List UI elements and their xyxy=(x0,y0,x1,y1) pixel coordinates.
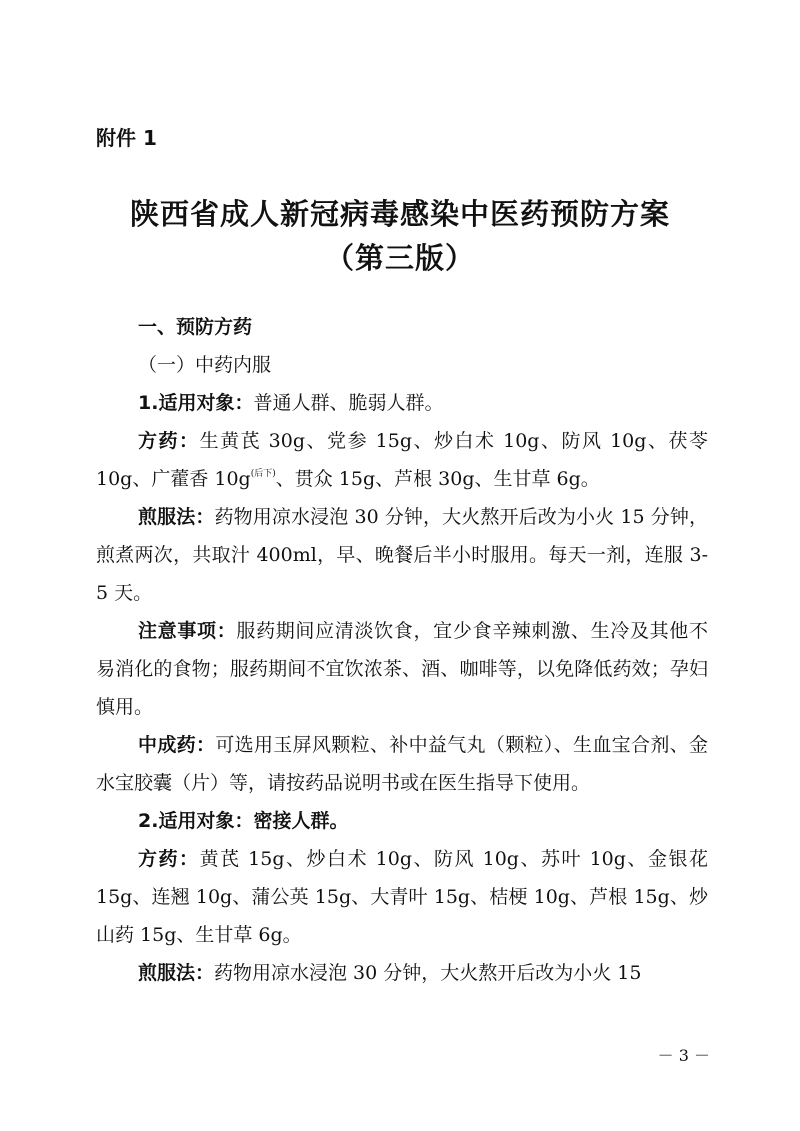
text-recipe-1a: 生黄芪 30g、党参 15g、炒白术 10g、防风 10g、茯苓 10g、广藿香 10g xyxy=(96,430,708,490)
label-target-1: 1.适用对象： xyxy=(138,392,254,414)
label-patent-1: 中成药： xyxy=(138,734,216,756)
text-notes-1: 服药期间应清淡饮食，宜少食辛辣刺激、生冷及其他不易消化的食物；服药期间不宜饮浓茶、酒、咖啡等，以免降低药效；孕妇慎用。 xyxy=(96,620,708,718)
subsection-heading-oral-medicine: （一）中药内服 xyxy=(138,354,272,376)
label-target-2: 2.适用对象： xyxy=(138,810,254,832)
label-notes-1: 注意事项： xyxy=(138,620,237,642)
document-title xyxy=(0,192,800,280)
title-main: 陕西省成人新冠病毒感染中医药预防方案 xyxy=(129,197,670,231)
paragraph-target-group-2 xyxy=(96,802,708,840)
attachment-label: 附件 1 xyxy=(96,126,157,150)
label-recipe-1: 方药： xyxy=(138,430,200,452)
text-patent-1: 可选用玉屏风颗粒、补中益气丸（颗粒）、生血宝合剂、金水宝胶囊（片）等，请按药品说明书或在医生指导下使用。 xyxy=(96,734,708,794)
paragraph-recipe-1 xyxy=(96,422,708,498)
section-heading-prevention-prescriptions: 一、预防方药 xyxy=(138,316,253,338)
text-target-1: 普通人群、脆弱人群。 xyxy=(253,392,444,414)
label-recipe-2: 方药： xyxy=(138,848,200,870)
page-number: － 3 － xyxy=(657,1046,710,1065)
text-decoction-1: 药物用凉水浸泡 30 分钟，大火熬开后改为小火 15 分钟，煎煮两次，共取汁 400ml，早、晚餐后半小时服用。每天一剂，连服 3-5 天。 xyxy=(96,506,708,604)
paragraph-notes-1 xyxy=(96,612,708,726)
text-recipe-2: 黄芪 15g、炒白术 10g、防风 10g、苏叶 10g、金银花 15g、连翘 10g、蒲公英 15g、大青叶 15g、桔梗 10g、芦根 15g、炒山药 15g、生甘草 6g。 xyxy=(96,848,708,946)
title-edition: （第三版） xyxy=(324,241,475,275)
paragraph-decoction-2 xyxy=(96,954,708,992)
label-decoction-2: 煎服法： xyxy=(138,962,215,984)
paragraph-decoction-1 xyxy=(96,498,708,612)
text-decoction-2: 药物用凉水浸泡 30 分钟，大火熬开后改为小火 15 xyxy=(214,962,642,984)
paragraph-recipe-2 xyxy=(96,840,708,954)
document-body xyxy=(96,308,708,992)
text-target-2: 密接人群。 xyxy=(253,810,349,832)
label-decoction-1: 煎服法： xyxy=(138,506,215,528)
text-recipe-1b: 、贯众 15g、芦根 30g、生甘草 6g。 xyxy=(275,468,600,490)
paragraph-target-group-1 xyxy=(96,384,708,422)
note-add-later: (后下) xyxy=(250,469,276,479)
paragraph-patent-medicine-1 xyxy=(96,726,708,802)
